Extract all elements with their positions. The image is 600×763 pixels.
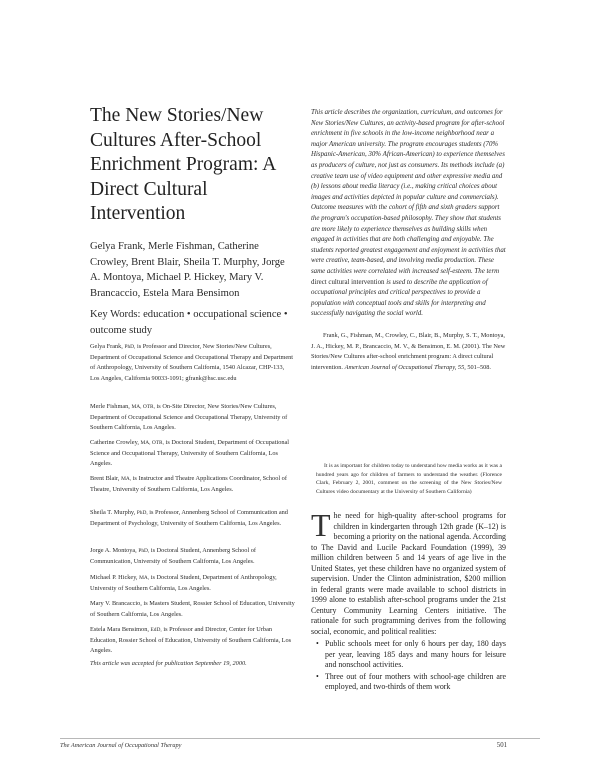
affiliation-degree: PhD, [136,510,148,516]
bullet-item: • Public schools meet for only 6 hours per day, 180 days per year, leaving 185 days and many hours for leisure and nonschool activities. [311,639,506,671]
citation-text: Frank, G., Fishman, M., Crowley, C., Blair, B., Murphy, S. T., Montoya, J. A., Hickey, M. P., Brancaccio, M. V., & Bensimon, E. M. (2001). The New Stories/New Cultures after-school enrichment program: A direct cultural intervention. [311,332,506,371]
footer-divider [60,738,540,739]
affiliation-name: Michael P. Hickey, [90,574,138,581]
affiliation-name: Jorge A. Montoya, [90,547,137,554]
affiliation-text: is Instructor and Theatre Applications Coordinator, School of Theatre, University of Southern California, Los Angeles. [90,475,287,493]
body-paragraph: he need for high-quality after-school programs for children in kindergarten through 12th grade (K–12) is becoming a priority on the national agenda. According to The David and Lucile Packard Foundation (1999), 39 million children between 5 and 14 years of age live in the United States, yet these children have no organized system of supervision. Under the Clinton administration, $200 million in federal grants were made available to school districts in 1999 alone to establish after-school programs under the 21st Century Community Learning Centers initiative. The rationale for such programming derives from the following social, economic, and political realities: [311,511,506,636]
affiliation-blair [90,474,295,495]
bullet-list [311,639,506,693]
affiliation-name: Merle Fishman, [90,403,130,410]
affiliation-degree: EdD, [150,627,162,633]
abstract [311,108,506,320]
affiliation-crowley [90,438,295,470]
affiliation-degree: MA, OTR, [131,404,155,410]
citation-journal: American Journal of Occupational Therapy, 55, [344,363,466,371]
affiliation-degree: MA, OTR, [140,440,164,446]
affiliation-name: Sheila T. Murphy, [90,509,136,516]
affiliation-text: is Doctoral Student, Department of Anthropology, University of Southern California, Los Angeles. [90,574,277,592]
affiliation-name: Gelya Frank, [90,343,123,350]
affiliation-bensimon [90,625,295,657]
affiliation-name: Catherine Crowley, [90,439,139,446]
affiliation-hickey [90,573,295,594]
author-list: Gelya Frank, Merle Fishman, Catherine Crowley, Brent Blair, Sheila T. Murphy, Jorge A. Montoya, Michael P. Hickey, Mary V. Brancaccio, Estela Mara Bensimon [90,241,285,299]
affiliation-degree: MA, [139,575,150,581]
affiliation-montoya [90,546,295,567]
drop-cap: T [311,507,331,543]
affiliation-text: is Professor and Director, Center for Urban Education, Rossier School of Education, University of Southern California, Los Angeles. [90,626,292,655]
affiliation-frank [90,342,295,384]
body-text [311,507,506,694]
page-number: 501 [496,742,507,749]
bullet-item: • Three out of four mothers with school-age children are employed, and two-thirds of them work [311,672,506,693]
affiliation-text: is Doctoral Student, Department of Occupational Science and Occupational Therapy, University of Southern California, Los Angeles. [90,439,290,468]
journal-name: The American Journal of Occupational Therapy [60,742,182,749]
affiliation-name: Mary V. Brancaccio, [90,600,142,607]
affiliation-degree: PhD, [138,548,150,554]
affiliation-name: Estela Mara Bensimon, [90,626,149,633]
abstract-text-end: is used to describe the application of occupational principles and critical perspectives to provide a population with conceptual tools and skills for interpreting and successfully navigating the social world. [311,278,488,318]
abstract-text: This article describes the organization, curriculum, and outcomes for New Stories/New Cultures, an activity-based program for after-school enrichment in five schools in the low-income neighborhood near a major American university. The program encourages students (70% Hispanic-American, 30% African-American) to experience themselves as producers of culture, not just as consumers. Its methods include (a) creative team use of video equipment and other expressive media and (b) lessons about media literacy (i.e., making critical choices about images and activities depicted in popular culture and commercials). Outcome measures with the cohort of fifth and sixth graders support the program's occupation-based philosophy. They show that students are more likely to experience themselves as building skills when engaged in activities that are both challenging and enjoyable. The students reported greatest engagement and enjoyment in activities that were creative, team-based, and involving media production. These same activities were correlated with increased self-esteem. The term [311,109,506,275]
affiliation-text: is Doctoral Student, Annenberg School of Communication, University of Southern California, Los Angeles. [90,547,257,565]
affiliation-brancaccio [90,599,295,620]
abstract-term: direct cultural intervention [311,278,385,286]
epigraph: It is as important for children today to understand how media works as it was a hundred years ago for children of farmers to understand the weather. (Florence Clark, February 2, 2001, comment on the screening of the New Stories/New Cultures video documentary at the University of Southern California) [316,463,502,495]
affiliation-text: is Professor and Director, New Stories/New Cultures, Department of Occupational Science and Occupational Therapy and Department of Anthropology, University of Southern California, 1540 Alcazar, CHP-133, Los Angeles, California 90033-1091; gfrank@hsc.usc.edu [90,343,294,382]
affiliation-text: is On-Site Director, New Stories/New Cultures, Department of Occupational Science and Occupational Therapy, University of Southern California, Los Angeles. [90,403,288,432]
affiliation-degree: PhD, [124,344,136,350]
affiliation-name: Brent Blair, [90,475,120,482]
affiliation-text: is Masters Student, Rossier School of Education, University of Southern California, Los Angeles. [90,600,295,618]
accepted-note: This article was accepted for publication September 19, 2000. [90,660,247,667]
key-words: Key Words: education • occupational science • outcome study [90,309,288,336]
article-title: The New Stories/New Cultures After-School Enrichment Program: A Direct Cultural Intervention [90,105,276,224]
citation-pages: 501–508. [467,363,491,371]
affiliation-murphy [90,508,295,529]
affiliation-fishman [90,402,295,434]
affiliation-degree: MA, [121,476,132,482]
citation [311,331,506,373]
affiliation-text: is Professor, Annenberg School of Communication and Department of Psychology, University of Southern California, Los Angeles. [90,509,288,527]
